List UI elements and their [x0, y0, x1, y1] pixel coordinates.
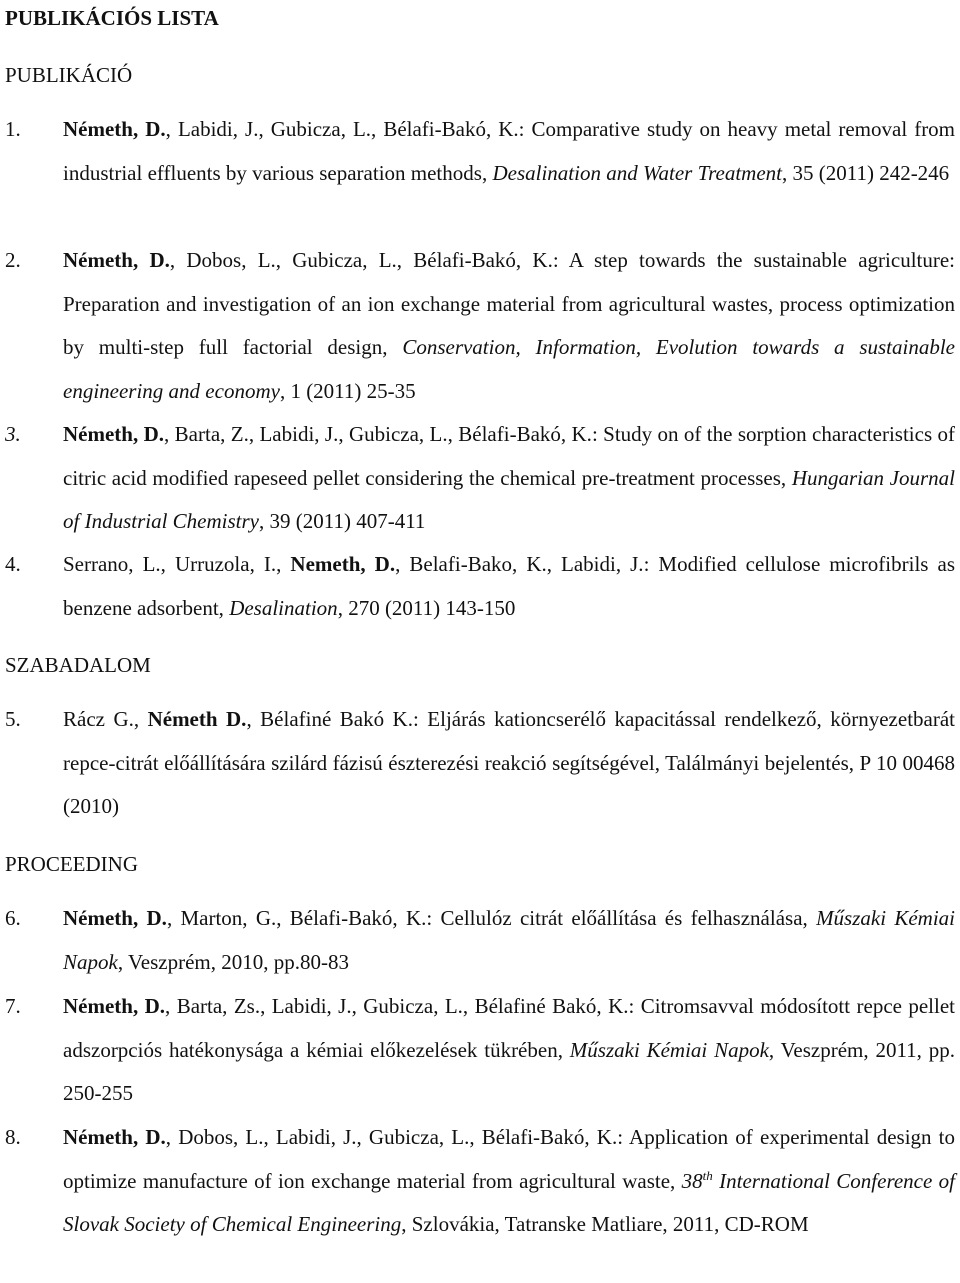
publication-entry-1 [5, 108, 955, 195]
entry-text [63, 413, 955, 544]
patent-entry-5 [5, 698, 955, 829]
entry-venue: Műszaki Kémiai Napok [63, 906, 956, 974]
co-authors: , Barta, Z., Labidi, J., Gubicza, L., Bélafi-Bakó, K. [164, 422, 592, 446]
ordinal-superscript: th [702, 1167, 713, 1183]
entry-text [63, 543, 955, 630]
co-authors: , Dobos, L., Gubicza, L., Bélafi-Bakó, K. [169, 248, 553, 272]
co-authors: , Dobos, L., Labidi, J., Gubicza, L., Bélafi-Bakó, K. [165, 1125, 618, 1149]
entry-venue-number: 38 [681, 1168, 703, 1193]
entry-venue: Műszaki Kémiai Napok [569, 1037, 769, 1062]
entry-text [63, 239, 955, 413]
co-authors: , Barta, Zs., Labidi, J., Gubicza, L., Bélafiné Bakó, K. [165, 994, 629, 1018]
entry-details: , Veszprém, 2010, pp.80-83 [117, 949, 349, 974]
entry-text [63, 897, 955, 984]
document-title: PUBLIKÁCIÓS LISTA [5, 6, 219, 30]
entry-number: 1. [5, 117, 21, 141]
entry-venue: Conservation, Information, Evolution towards a sustainable engineering and economy [63, 335, 955, 403]
leading-authors: Rácz G., [63, 707, 148, 731]
highlighted-author: Németh, D. [63, 422, 165, 446]
highlighted-author: Németh, D. [63, 994, 166, 1018]
highlighted-author: Nemeth, D. [290, 552, 396, 576]
entry-text [63, 1116, 955, 1247]
entry-venue: International Conference of Slovak Society of Chemical Engineering [63, 1168, 955, 1236]
entry-title: : Comparative study on heavy metal removal from industrial effluents by various separation methods, [63, 117, 956, 185]
entry-title: : Cellulóz citrát előállítása és felhasználása, [426, 906, 817, 930]
co-authors: , Belafi-Bako, K., Labidi, J. [395, 552, 644, 576]
entry-number: 6. [5, 906, 21, 930]
entry-text [63, 108, 955, 195]
leading-authors: Serrano, L., Urruzola, I., [63, 552, 291, 576]
entry-venue: Desalination [229, 595, 338, 620]
section-heading-publikacio: PUBLIKÁCIÓ [5, 63, 133, 87]
entry-venue: Desalination and Water Treatment [492, 160, 782, 185]
proceeding-entry-7 [5, 985, 955, 1116]
entry-number: 2. [5, 248, 21, 272]
entry-details: , 270 (2011) 143-150 [337, 595, 516, 620]
section-heading-proceeding: PROCEEDING [5, 852, 139, 876]
section-heading-szabadalom: SZABADALOM [5, 653, 151, 677]
entry-details: , 35 (2011) 242-246 [781, 160, 950, 185]
publication-entry-4 [5, 543, 955, 630]
entry-number: 8. [5, 1125, 21, 1149]
co-authors: , Marton, G., Bélafi-Bakó, K. [166, 906, 427, 930]
entry-details: , Szlovákia, Tatranske Matliare, 2011, CD-ROM [401, 1212, 809, 1236]
entry-text [63, 985, 955, 1116]
entry-details: , 39 (2011) 407-411 [259, 509, 426, 533]
entry-title: : Application of experimental design to optimize manufacture of ion exchange material from agricultural waste, [63, 1125, 956, 1193]
proceeding-entry-6 [5, 897, 955, 984]
entry-number: 4. [5, 552, 21, 576]
highlighted-author: Németh, D. [63, 906, 167, 930]
entry-title: : Eljárás kationcserélő kapacitással rendelkező, környezetbarát repce-citrát előállítására szilárd fázisú észterezési reakció segítségével, Találmányi bejelentés, P 10 00468 (2010) [63, 707, 955, 818]
co-authors: , Bélafiné Bakó K. [246, 707, 413, 731]
entry-title: : Citromsavval módosított repce pellet adszorpciós hatékonysága a kémiai előkezelések tükrében, [63, 994, 955, 1062]
highlighted-author: Németh, D. [63, 1125, 166, 1149]
entry-details: , Veszprém, 2011, pp. 250-255 [63, 1037, 955, 1105]
entry-venue: Hungarian Journal of Industrial Chemistry [63, 465, 955, 533]
proceeding-entry-8 [5, 1116, 955, 1247]
entry-title: : Study on of the sorption characteristics of citric acid modified rapeseed pellet considering the chemical pre-treatment processes, [63, 422, 956, 490]
entry-title: : A step towards the sustainable agriculture: Preparation and investigation of an ion exchange material from agricultural wastes, process optimization by multi-step full factorial design, [63, 248, 956, 359]
entry-number: 3. [5, 422, 21, 446]
highlighted-author: Németh, D. [63, 117, 166, 141]
entry-number: 5. [5, 707, 21, 731]
entry-title: : Modified cellulose microfibrils as benzene adsorbent, [63, 552, 955, 620]
highlighted-author: Németh D. [147, 707, 247, 731]
entry-text [63, 698, 955, 829]
publication-entry-2 [5, 239, 955, 413]
publication-entry-3 [5, 413, 955, 544]
entry-number: 7. [5, 994, 21, 1018]
highlighted-author: Németh, D. [63, 248, 170, 272]
entry-details: , 1 (2011) 25-35 [279, 378, 416, 403]
co-authors: , Labidi, J., Gubicza, L., Bélafi-Bakó, K. [165, 117, 519, 141]
